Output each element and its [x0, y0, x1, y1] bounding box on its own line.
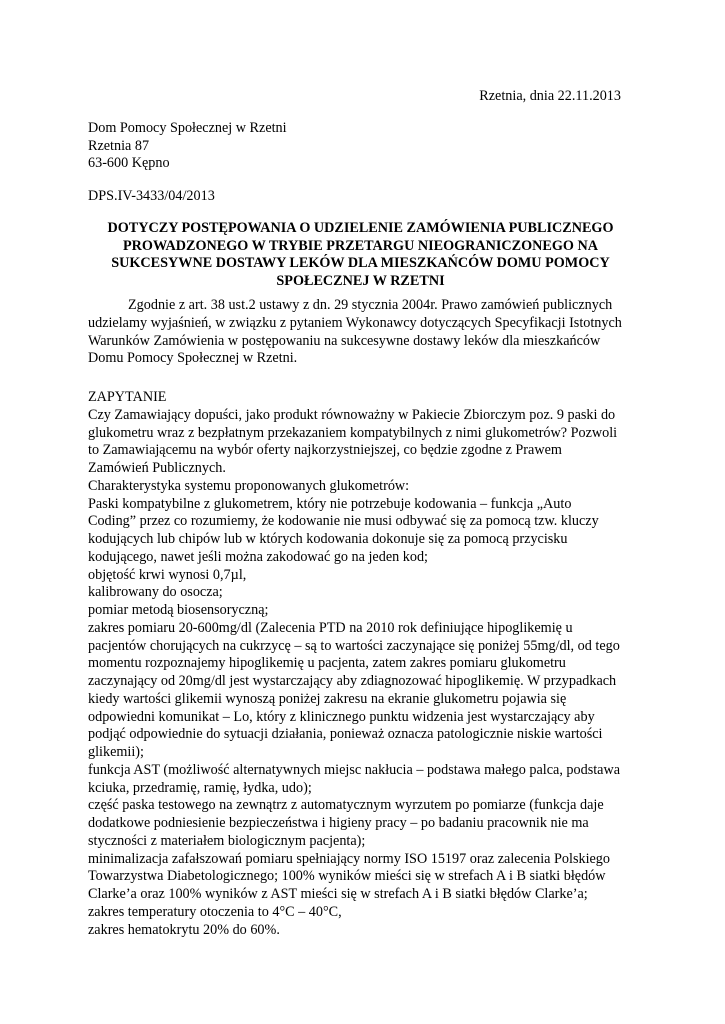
- body-line: to Zamawiającemu na wybór oferty najkorzystniejszej, co będzie zgodne z Prawem: [88, 442, 562, 459]
- body-line: Coding” przez co rozumiemy, że kodowanie nie musi odbywać się za pomocą tzw. kluczy: [88, 513, 599, 530]
- section-heading: ZAPYTANIE: [88, 389, 167, 405]
- body-line: dodatkowe podniesienie bezpieczeństwa i higieny pracy – po badaniu pracownik nie ma: [88, 815, 589, 831]
- intro-line: Domu Pomocy Społecznej w Rzetni.: [88, 350, 298, 367]
- body-line: Clarke’a oraz 100% wyników z AST mieści się w strefach A i B siatki błędów Clarke’a;: [88, 886, 588, 902]
- body-line: kodującego, nawet jeśli można zakodować go na jeden kod;: [88, 548, 428, 565]
- body-line: podjąć odpowiednie do sytuacji działania, ponieważ oznacza patologicznie niskie wartości: [88, 726, 603, 743]
- address-line: Rzetnia 87: [88, 137, 150, 154]
- body-line: Charakterystyka systemu proponowanych glukometrów:: [88, 477, 410, 494]
- body-line: kalibrowany do osocza;: [88, 584, 223, 601]
- address-line: 63-600 Kępno: [88, 155, 170, 172]
- body-line: zakres pomiaru 20-600mg/dl (Zalecenia PTD na 2010 rok definiujące hipoglikemię u: [88, 619, 573, 636]
- body-line: część paska testowego na zewnątrz z automatycznym wyrzutem po pomiarze (funkcja daje: [88, 797, 604, 814]
- reference-number: DPS.IV-3433/04/2013: [88, 188, 215, 204]
- body-line: pacjentów chorujących na cukrzycę – są to wartości zaczynające się poniżej 55mg/dl, od tego: [88, 637, 620, 654]
- question-body: [88, 389, 648, 939]
- subject-heading: [88, 220, 633, 290]
- body-line: minimalizacja zafałszowań pomiaru spełniający normy ISO 15197 oraz zalecenia Polskiego: [88, 850, 610, 867]
- body-line: odpowiedni komunikat – Lo, który z klinicznego punktu widzenia jest wystarczający aby: [88, 708, 595, 725]
- body-line: zakres hematokrytu 20% do 60%.: [88, 921, 280, 938]
- body-line: zakres temperatury otoczenia to 4°C – 40°C,: [88, 903, 342, 920]
- body-line: funkcja AST (możliwość alternatywnych miejsc nakłucia – podstawa małego palca, podstawa: [88, 761, 621, 778]
- subject-line: SUKCESYWNE DOSTAWY LEKÓW DLA MIESZKAŃCÓW DOMU POMOCY: [111, 255, 610, 272]
- body-line: Czy Zamawiający dopuści, jako produkt równoważny w Pakiecie Zbiorczym poz. 9 paski do: [88, 406, 616, 423]
- body-line: Paski kompatybilne z glukometrem, który nie potrzebuje kodowania – funkcja „Auto: [88, 495, 572, 512]
- body-line: glukometru wraz z bezpłatnym przekazaniem kompatybilnych z nimi glukometrów? Pozwoli: [88, 424, 618, 441]
- subject-line: SPOŁECZNEJ W RZETNI: [276, 272, 445, 289]
- body-line: kiedy wartości glikemii wynoszą poniżej zakresu na ekranie glukometru pojawia się: [88, 690, 567, 707]
- body-line: Zamówień Publicznych.: [88, 460, 226, 476]
- body-line: styczności z materiałem biologicznym pacjenta);: [88, 832, 366, 849]
- date-line: Rzetnia, dnia 22.11.2013: [479, 88, 621, 104]
- subject-line: DOTYCZY POSTĘPOWANIA O UDZIELENIE ZAMÓWIENIA PUBLICZNEGO: [107, 220, 614, 236]
- recipient-address: [88, 120, 648, 173]
- body-line: momentu rozpoznajemy hipoglikemię u pacjenta, zatem zakres pomiaru glukometru: [88, 655, 566, 672]
- intro-line: Zgodnie z art. 38 ust.2 ustawy z dn. 29 stycznia 2004r. Prawo zamówień publicznych: [128, 297, 613, 313]
- intro-line: Warunków Zamówienia w postępowaniu na sukcesywne dostawy leków dla mieszkańców: [88, 332, 601, 349]
- body-line: pomiar metodą biosensoryczną;: [88, 602, 269, 618]
- body-line: Towarzystwa Diabetologicznego; 100% wyników mieści się w strefach A i B siatki błędów: [88, 868, 606, 885]
- body-line: kciuka, przedramię, ramię, łydka, udo);: [88, 779, 312, 796]
- intro-line: udzielamy wyjaśnień, w związku z pytaniem Wykonawcy dotyczących Specyfikacji Istotnych: [88, 314, 622, 331]
- body-line: glikemii);: [88, 744, 144, 760]
- address-line: Dom Pomocy Społecznej w Rzetni: [88, 120, 287, 136]
- subject-line: PROWADZONEGO W TRYBIE PRZETARGU NIEOGRANICZONEGO NA: [123, 237, 598, 254]
- intro-paragraph: [88, 297, 648, 368]
- body-line: zaczynający od 20mg/dl jest wystarczający aby zdiagnozować hipoglikemię. W przypadkach: [88, 673, 617, 689]
- body-line: kodujących lub chipów lub w których kodowania dokonuje się za pomocą przycisku: [88, 531, 568, 547]
- body-line: objętość krwi wynosi 0,7µl,: [88, 566, 247, 583]
